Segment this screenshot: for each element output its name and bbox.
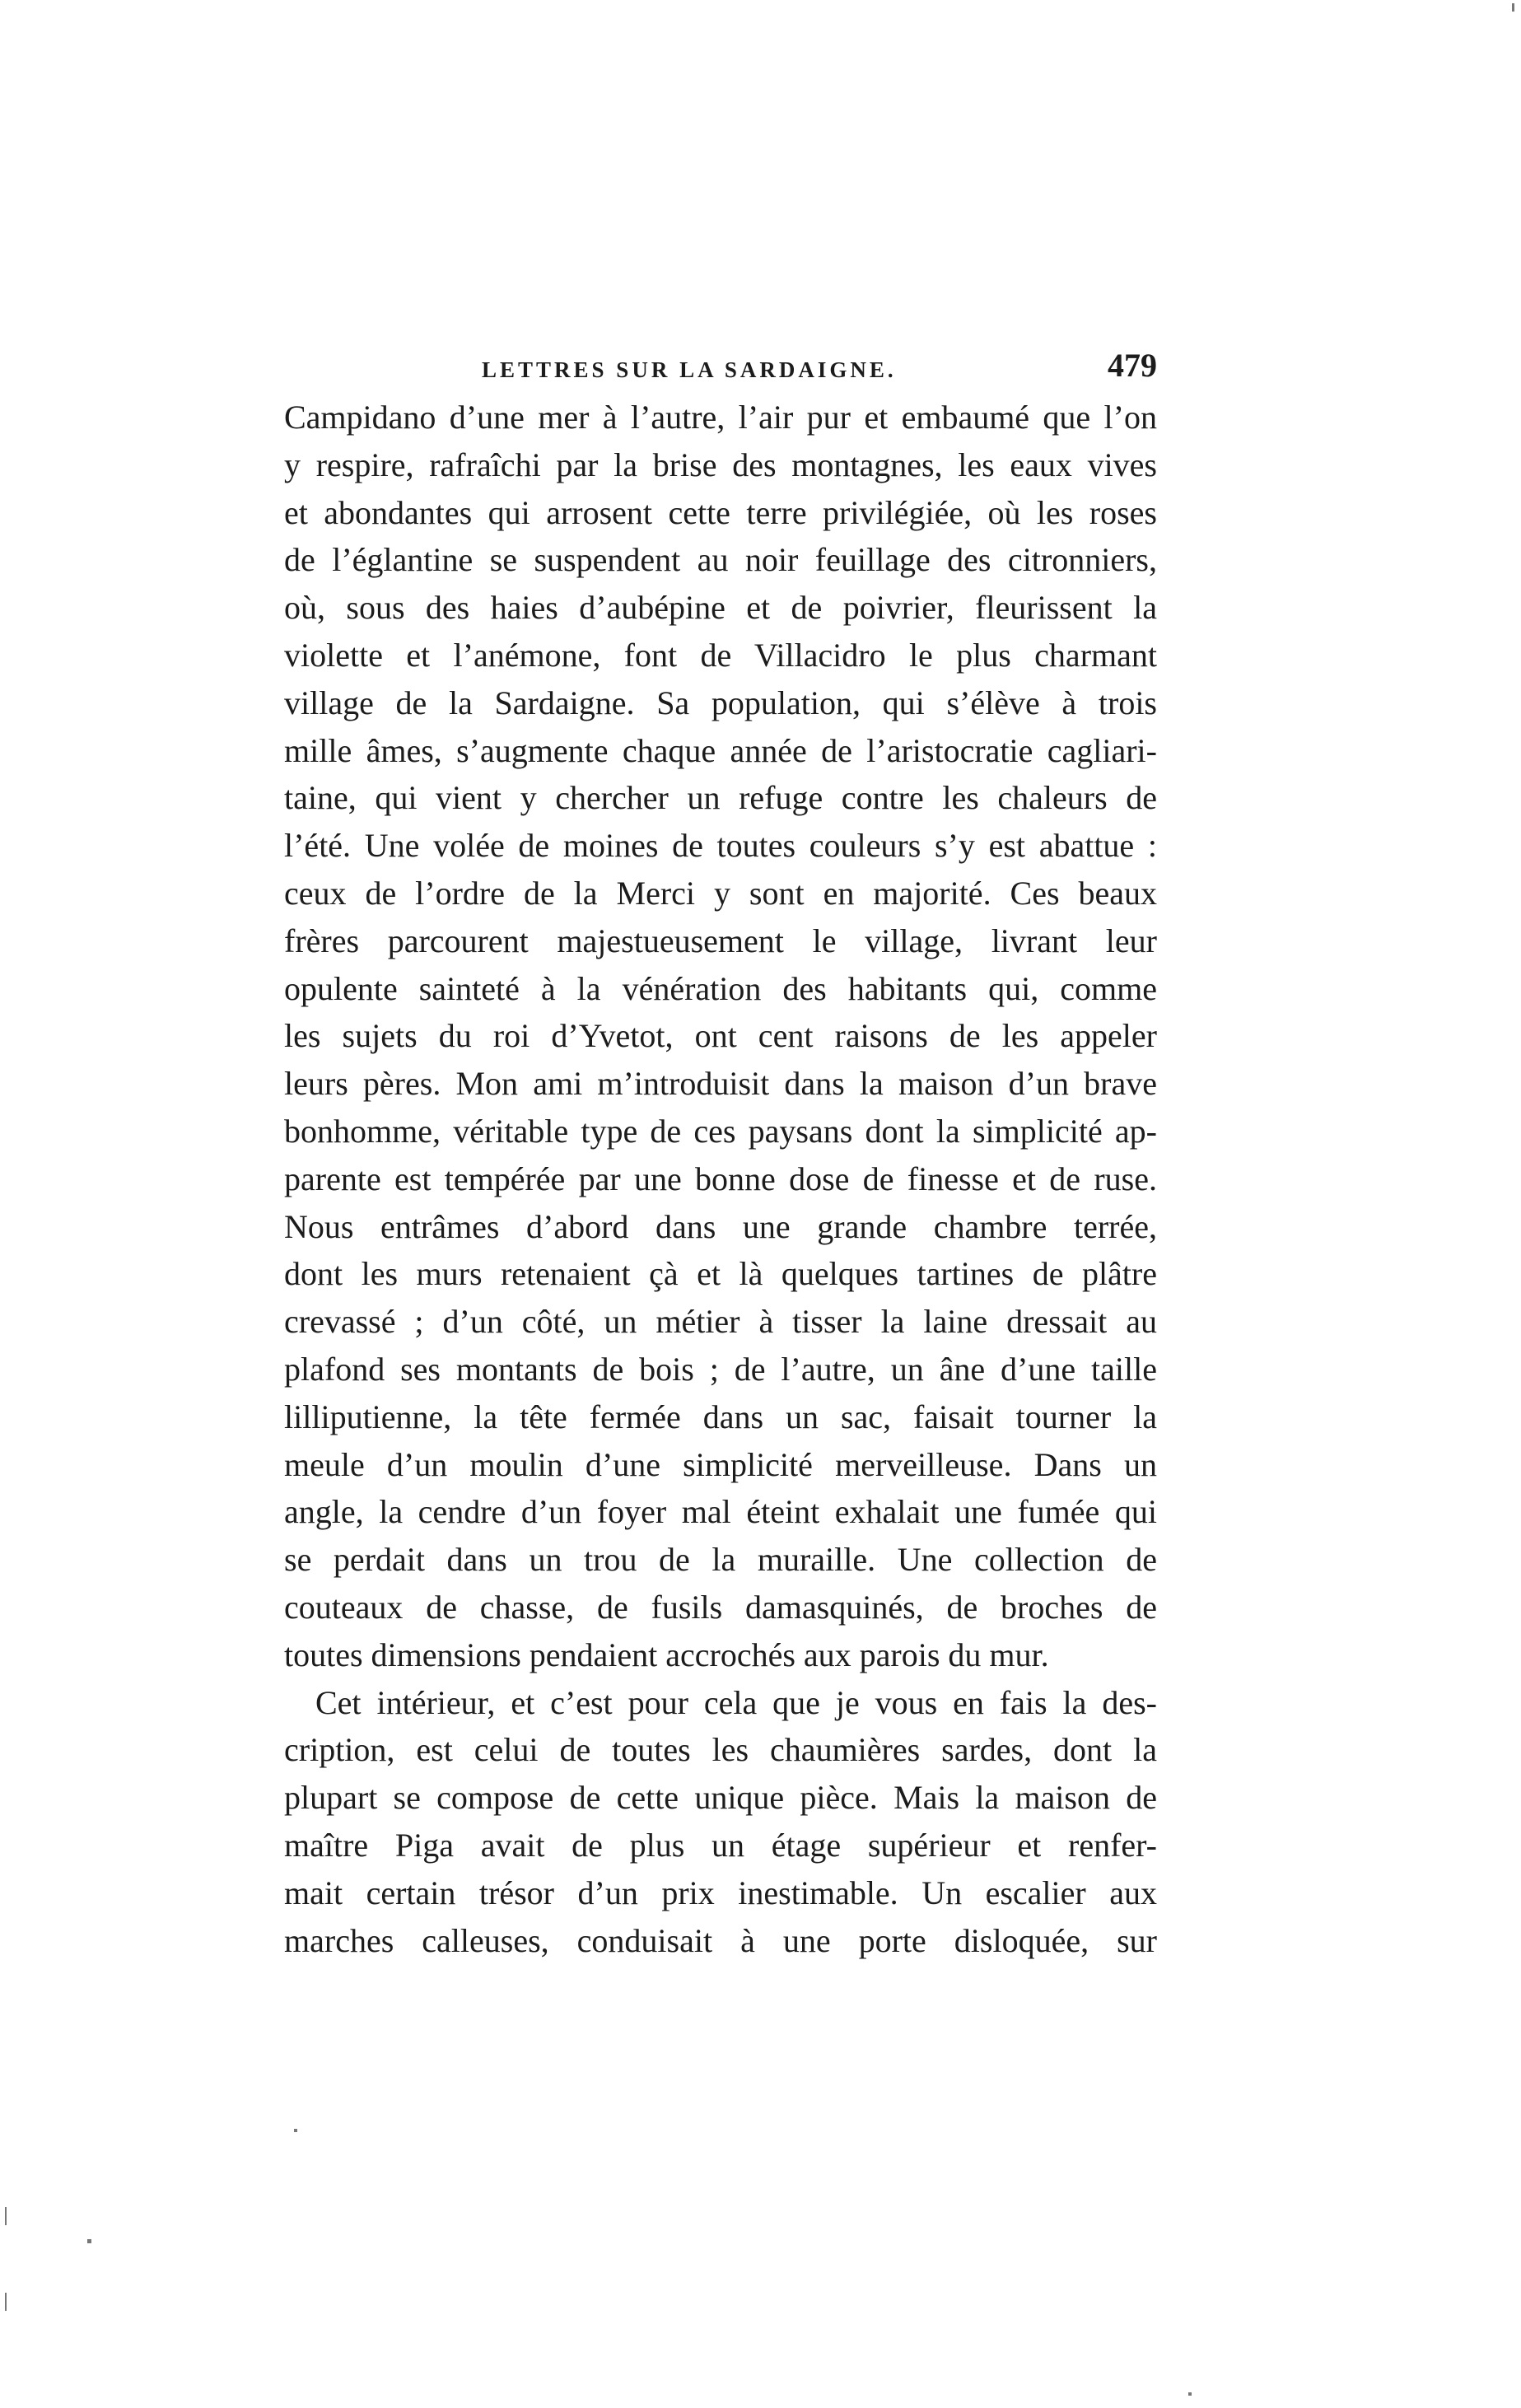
text-line: angle, la cendre d’un foyer mal éteint exhalait une fumée qui (284, 1493, 1157, 1531)
text-line: taine, qui vient y chercher un refuge contre les chaleurs de (284, 779, 1157, 817)
text-line: de l’églantine se suspendent au noir feuillage des citronniers, (284, 541, 1157, 579)
text-line: et abondantes qui arrosent cette terre privilégiée, où les roses (284, 493, 1157, 531)
running-head (284, 346, 1157, 395)
text-line: l’été. Une volée de moines de toutes couleurs s’y est abattue : (284, 827, 1157, 865)
text-line: frères parcourent majestueusement le village, livrant leur (284, 922, 1157, 959)
text-line: meule d’un moulin d’une simplicité merveilleuse. Dans un (284, 1445, 1157, 1483)
body-text (284, 394, 1157, 1964)
text-line: se perdait dans un trou de la muraille. Une collection de (284, 1541, 1157, 1579)
scan-speck (5, 2207, 7, 2225)
scan-speck (294, 2129, 297, 2132)
text-line: les sujets du roi d’Yvetot, ont cent raisons de les appeler (284, 1017, 1157, 1055)
text-line: cription, est celui de toutes les chaumières sardes, dont la (284, 1731, 1157, 1769)
text-line: bonhomme, véritable type de ces paysans dont la simplicité ap- (284, 1112, 1157, 1150)
text-line: leurs pères. Mon ami m’introduisit dans la maison d’un brave (284, 1065, 1157, 1103)
scan-speck (5, 2293, 7, 2311)
text-line: y respire, rafraîchi par la brise des montagnes, les eaux vives (284, 446, 1157, 483)
text-line: lilliputienne, la tête fermée dans un sac, faisait tourner la (284, 1398, 1157, 1435)
paragraph-start-line: Cet intérieur, et c’est pour cela que je vous en fais la des- (315, 1683, 1157, 1721)
scan-speck (87, 2239, 91, 2243)
text-line: plupart se compose de cette unique pièce. Mais la maison de (284, 1779, 1157, 1817)
text-line: violette et l’anémone, font de Villacidro le plus charmant (284, 636, 1157, 674)
text-line: mille âmes, s’augmente chaque année de l’aristocratie cagliari- (284, 731, 1157, 769)
text-line: village de la Sardaigne. Sa population, qui s’élève à trois (284, 684, 1157, 721)
text-line: Nous entrâmes d’abord dans une grande chambre terrée, (284, 1207, 1157, 1245)
page-number: 479 (1108, 347, 1157, 384)
text-line: dont les murs retenaient çà et là quelques tartines de plâtre (284, 1255, 1157, 1293)
scan-speck (1512, 3, 1514, 12)
text-line: opulente sainteté à la vénération des habitants qui, comme (284, 969, 1157, 1007)
text-line: ceux de l’ordre de la Merci y sont en majorité. Ces beaux (284, 874, 1157, 912)
text-line: couteaux de chasse, de fusils damasquinés, de broches de (284, 1588, 1157, 1626)
text-line: marches calleuses, conduisait à une porte disloquée, sur (284, 1921, 1157, 1959)
scan-speck (1188, 2392, 1192, 2396)
text-line: plafond ses montants de bois ; de l’autre, un âne d’une taille (284, 1350, 1157, 1388)
text-line: mait certain trésor d’un prix inestimable. Un escalier aux (284, 1874, 1157, 1911)
text-line: crevassé ; d’un côté, un métier à tisser la laine dressait au (284, 1303, 1157, 1341)
paragraph-end-line: toutes dimensions pendaient accrochés aux parois du mur. (284, 1636, 1049, 1673)
text-line: où, sous des haies d’aubépine et de poivrier, fleurissent la (284, 589, 1157, 627)
running-title: LETTRES SUR LA SARDAIGNE. (482, 357, 897, 382)
text-line: Campidano d’une mer à l’autre, l’air pur et embaumé que l’on (284, 399, 1157, 436)
text-line: parente est tempérée par une bonne dose de finesse et de ruse. (284, 1160, 1157, 1197)
text-line: maître Piga avait de plus un étage supérieur et renfer- (284, 1826, 1157, 1864)
